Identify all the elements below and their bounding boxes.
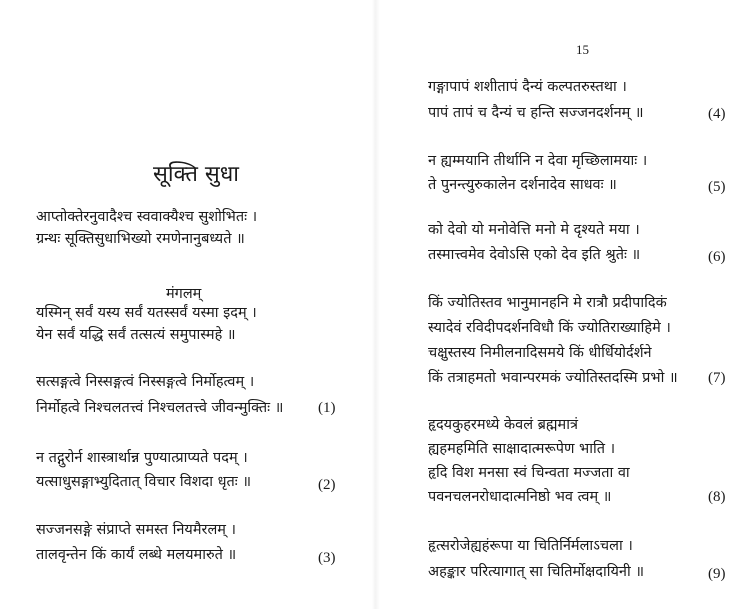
verse-line: अहङ्कार परित्यागात् सा चितिर्मोक्षदायिनी ॥: [428, 564, 645, 580]
verse-line: पवनचलनरोधादात्मनिष्ठो भव त्वम् ॥: [428, 489, 612, 505]
intro-line: ग्रन्थः सूक्तिसुधाभिख्यो रमणेनानुबध्यते ॥: [36, 231, 245, 247]
right-page: [378, 0, 750, 609]
verse-line: सत्सङ्गत्वे निस्सङ्गत्वं निस्सङ्गत्वे निर्मोहत्वम् ।: [36, 374, 255, 390]
verse-line: स्यादेवं रविदीपदर्शनविधौ किं ज्योतिराख्याहिमे ।: [428, 320, 671, 336]
verse-line: चक्षुस्तस्य निमीलनादिसमये किं धीर्धियोर्दर्शने: [428, 345, 652, 361]
verse-line: गङ्गापापं शशीतापं दैन्यं कल्पतरुस्तथा ।: [428, 79, 627, 95]
verse-line: न तद्गुरोर्न शास्त्रार्थान्न पुण्यात्प्राप्यते पदम् ।: [36, 450, 248, 466]
verse-line: हृदि विश मनसा स्वं चिन्वता मज्जता वा: [428, 465, 630, 481]
verse-number: (4): [708, 106, 726, 122]
verse-line: न ह्यम्मयानि तीर्थानि न देवा मृच्छिलामयाः ।: [428, 153, 648, 169]
verse-line: किं तत्राहमतो भवान्परमकं ज्योतिस्तदस्मि प्रभो ॥: [428, 370, 678, 386]
intro-line: आप्तोक्तेरनुवादैश्च स्ववाक्यैश्च सुशोभितः ।: [36, 209, 258, 225]
verse-number: (2): [318, 477, 336, 493]
mangalam-line: यस्मिन् सर्वं यस्य सर्वं यतस्सर्वं यस्मा इदम् ।: [36, 305, 257, 321]
verse-number: (8): [708, 489, 726, 505]
verse-number: (6): [708, 249, 726, 265]
verse-number: (9): [708, 566, 726, 582]
verse-line: तस्मात्त्वमेव देवोऽसि एको देव इति श्रुतेः ॥: [428, 247, 641, 263]
verse-line: हृत्सरोजेह्यहंरूपा या चितिर्निर्मलाऽचला ।: [428, 538, 633, 554]
verse-line: ते पुनन्त्युरुकालेन दर्शनादेव साधवः ॥: [428, 177, 617, 193]
verse-line: निर्मोहत्वे निश्चलतत्त्वं निश्चलतत्त्वे जीवन्मुक्तिः ॥: [36, 400, 284, 416]
mangalam-heading: मंगलम्: [166, 286, 202, 302]
section-title: सूक्ति सुधा: [153, 162, 239, 187]
verse-line: किं ज्योतिस्तव भानुमानहनि मे रात्रौ प्रदीपादिकं: [428, 295, 667, 311]
verse-number: (5): [708, 179, 726, 195]
verse-line: हृदयकुहरमध्ये केवलं ब्रह्ममात्रं: [428, 417, 578, 433]
verse-line: तालवृन्तेन किं कार्यं लब्धे मलयमारुते ॥: [36, 547, 237, 563]
page-number: 15: [576, 42, 589, 57]
verse-line: पापं तापं च दैन्यं च हन्ति सज्जनदर्शनम् ॥: [428, 105, 644, 121]
verse-line: यत्साधुसङ्गाभ्युदितात् विचार विशदा धृतः ॥: [36, 474, 252, 490]
verse-number: (3): [318, 550, 336, 566]
verse-number: (1): [318, 400, 336, 416]
mangalam-line: येन सर्वं यद्धि सर्वं तत्सत्यं समुपास्महे ॥: [36, 327, 236, 343]
verse-line: सज्जनसङ्गे संप्राप्ते समस्त नियमैरलम् ।: [36, 522, 237, 538]
verse-line: ह्यहमहमिति साक्षादात्मरूपेण भाति ।: [428, 441, 616, 457]
verse-number: (7): [708, 370, 726, 386]
verse-line: को देवो यो मनोवेत्ति मनो मे दृश्यते मया ।: [428, 222, 640, 238]
